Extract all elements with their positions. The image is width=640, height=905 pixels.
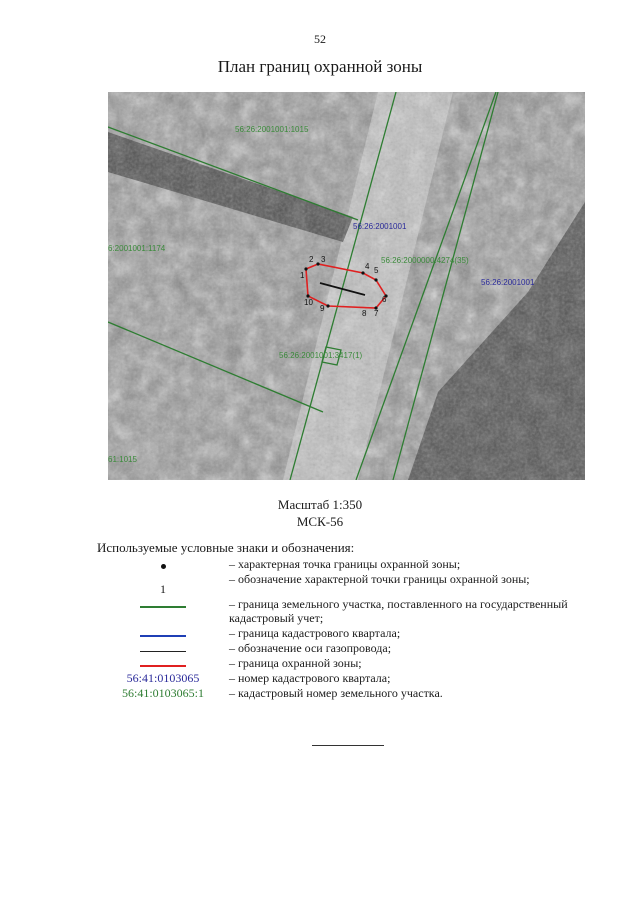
point-label: 8 [362, 309, 367, 318]
legend-text: – граница земельного участка, поставленного на государственный кадастровый учет; [229, 597, 568, 625]
point-number-symbol: 1 [160, 582, 166, 596]
legend-row [97, 597, 597, 625]
legend-text: – обозначение оси газопровода; [229, 641, 392, 655]
parcel-number-sample: 56:41:0103065:1 [121, 686, 204, 700]
point-label: 9 [320, 304, 325, 313]
parcel-boundary-line-icon [140, 606, 186, 608]
parcel-number-label: 56:26:2001001:3417(1) [279, 351, 363, 360]
point-label: 4 [365, 262, 370, 271]
zone-boundary-line-icon [140, 665, 186, 667]
page-number: 52 [314, 32, 326, 46]
point-label: 1 [300, 271, 305, 280]
document-title: План границ охранной зоны [217, 57, 423, 76]
point-label: 5 [374, 266, 379, 275]
quarter-number-label: 56:26:2001001 [353, 222, 407, 231]
zone-point-marker [361, 271, 364, 274]
quarter-boundary-line-icon [140, 635, 186, 637]
legend-row [97, 671, 597, 685]
legend-title: Используемые условные знаки и обозначения: [97, 540, 355, 555]
legend-row [97, 572, 597, 596]
point-marker-icon [161, 564, 166, 569]
zone-point-marker [326, 304, 329, 307]
point-label: 7 [374, 309, 379, 318]
parcel-number-label: 56:26:2000000:4274(35) [381, 256, 469, 265]
zone-point-marker [374, 278, 377, 281]
coordinate-system: МСК-56 [296, 514, 344, 529]
point-label: 3 [321, 255, 326, 264]
footer-divider [312, 745, 384, 746]
zone-point-marker [304, 267, 307, 270]
parcel-number-label: 56:26:2001001:1015 [235, 125, 309, 134]
point-label: 6 [382, 295, 387, 304]
point-label: 2 [309, 255, 314, 264]
scale-text: Масштаб 1:350 [277, 497, 363, 512]
cadastral-map [108, 92, 585, 480]
legend-text: – номер кадастрового квартала; [229, 671, 391, 685]
legend-text: – обозначение характерной точки границы охранной зоны; [229, 572, 530, 586]
gas-axis-line-icon [140, 651, 186, 652]
legend-text: – характерная точка границы охранной зоны; [229, 557, 461, 571]
zone-point-marker [316, 262, 319, 265]
legend-row [97, 641, 597, 655]
map-scale [0, 496, 640, 530]
legend-text: – граница охранной зоны; [229, 656, 362, 670]
parcel-number-label: 6:2001001:1174 [108, 244, 166, 253]
legend-text: – граница кадастрового квартала; [229, 626, 401, 640]
legend-row [97, 656, 597, 670]
quarter-number-label: 56:26:2001001 [481, 278, 535, 287]
legend-row [97, 557, 597, 571]
legend-row [97, 626, 597, 640]
point-label: 10 [304, 298, 313, 307]
legend [97, 557, 597, 701]
parcel-number-label: 61:1015 [108, 455, 137, 464]
legend-row [97, 686, 597, 700]
legend-text: – кадастровый номер земельного участка. [229, 686, 443, 700]
quarter-number-sample: 56:41:0103065 [126, 671, 200, 685]
